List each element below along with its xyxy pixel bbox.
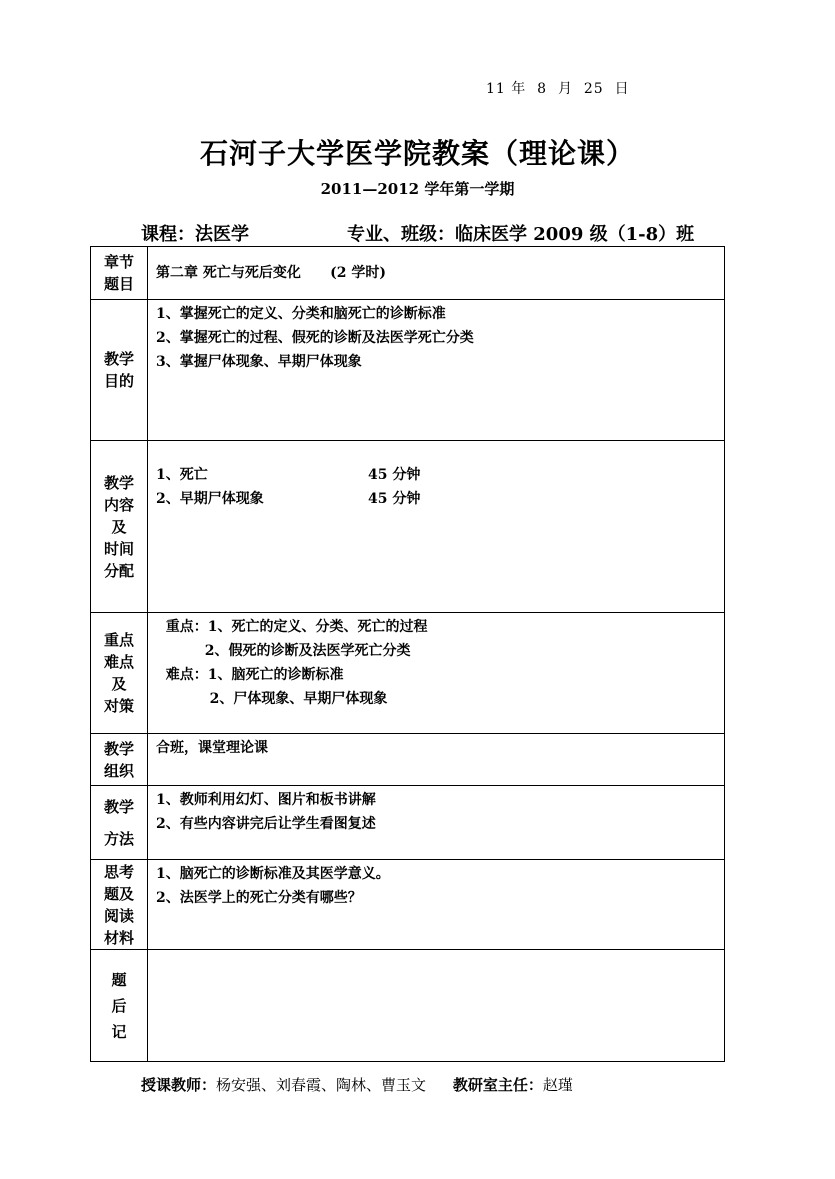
label-goals: 教学 目的	[91, 300, 148, 441]
lesson-date: 11 年 8 月 25 日	[486, 81, 630, 97]
label-method: 教学 方法	[91, 786, 148, 860]
course-info	[141, 220, 695, 246]
director-label: 教研室主任：	[452, 1076, 543, 1094]
content-item: 2、早期尸体现象 45 分钟	[156, 491, 421, 507]
course-label: 课程：法医学	[141, 224, 249, 245]
label-reading: 思考 题及 阅读 材料	[91, 860, 148, 950]
document-title: 石河子大学医学院教案（理论课）	[199, 137, 635, 170]
goal-item: 3、掌握尸体现象、早期尸体现象	[156, 354, 362, 370]
teacher-label: 授课教师：	[141, 1076, 217, 1094]
key-point-line: 2、假死的诊断及法医学死亡分类	[156, 643, 411, 659]
row-content-time	[91, 441, 725, 613]
key-point-line: 重点：1、死亡的定义、分类、死亡的过程	[156, 619, 428, 635]
method-item: 1、教师利用幻灯、图片和板书讲解	[156, 792, 376, 808]
row-method	[91, 786, 725, 860]
lesson-plan-table	[90, 246, 725, 1062]
label-key-points: 重点 难点 及 对策	[91, 613, 148, 734]
row-reading	[91, 860, 725, 950]
label-organization: 教学 组织	[91, 734, 148, 786]
method-item: 2、有些内容讲完后让学生看图复述	[156, 816, 376, 832]
reading-item: 2、法医学上的死亡分类有哪些？	[156, 890, 362, 906]
key-point-line: 难点：1、脑死亡的诊断标准	[156, 667, 344, 683]
signature-line	[141, 1074, 573, 1095]
goal-item: 2、掌握死亡的过程、假死的诊断及法医学死亡分类	[156, 330, 474, 346]
label-chapter: 章节 题目	[91, 247, 148, 300]
director-name: 赵瑾	[542, 1076, 573, 1094]
major-class: 专业、班级：临床医学 2009 级（1-8）班	[347, 224, 695, 245]
reading-item: 1、脑死亡的诊断标准及其医学意义。	[156, 866, 390, 882]
chapter-title: 第二章 死亡与死后变化 (2 学时)	[156, 265, 386, 281]
row-organization	[91, 734, 725, 786]
goal-item: 1、掌握死亡的定义、分类和脑死亡的诊断标准	[156, 306, 446, 322]
key-point-line: 2、尸体现象、早期尸体现象	[156, 691, 388, 707]
row-goals	[91, 300, 725, 441]
row-chapter	[91, 247, 725, 300]
content-item: 1、死亡 45 分钟	[156, 467, 421, 483]
label-content-time: 教学 内容 及 时间 分配	[91, 441, 148, 613]
academic-term: 2011—2012 学年第一学期	[320, 180, 515, 198]
row-key-points	[91, 613, 725, 734]
teacher-names: 杨安强、刘春霞、陶林、曹玉文	[216, 1076, 427, 1094]
organization-text: 合班，课堂理论课	[156, 740, 268, 756]
row-postscript	[91, 950, 725, 1062]
label-postscript: 题 后 记	[91, 950, 148, 1062]
